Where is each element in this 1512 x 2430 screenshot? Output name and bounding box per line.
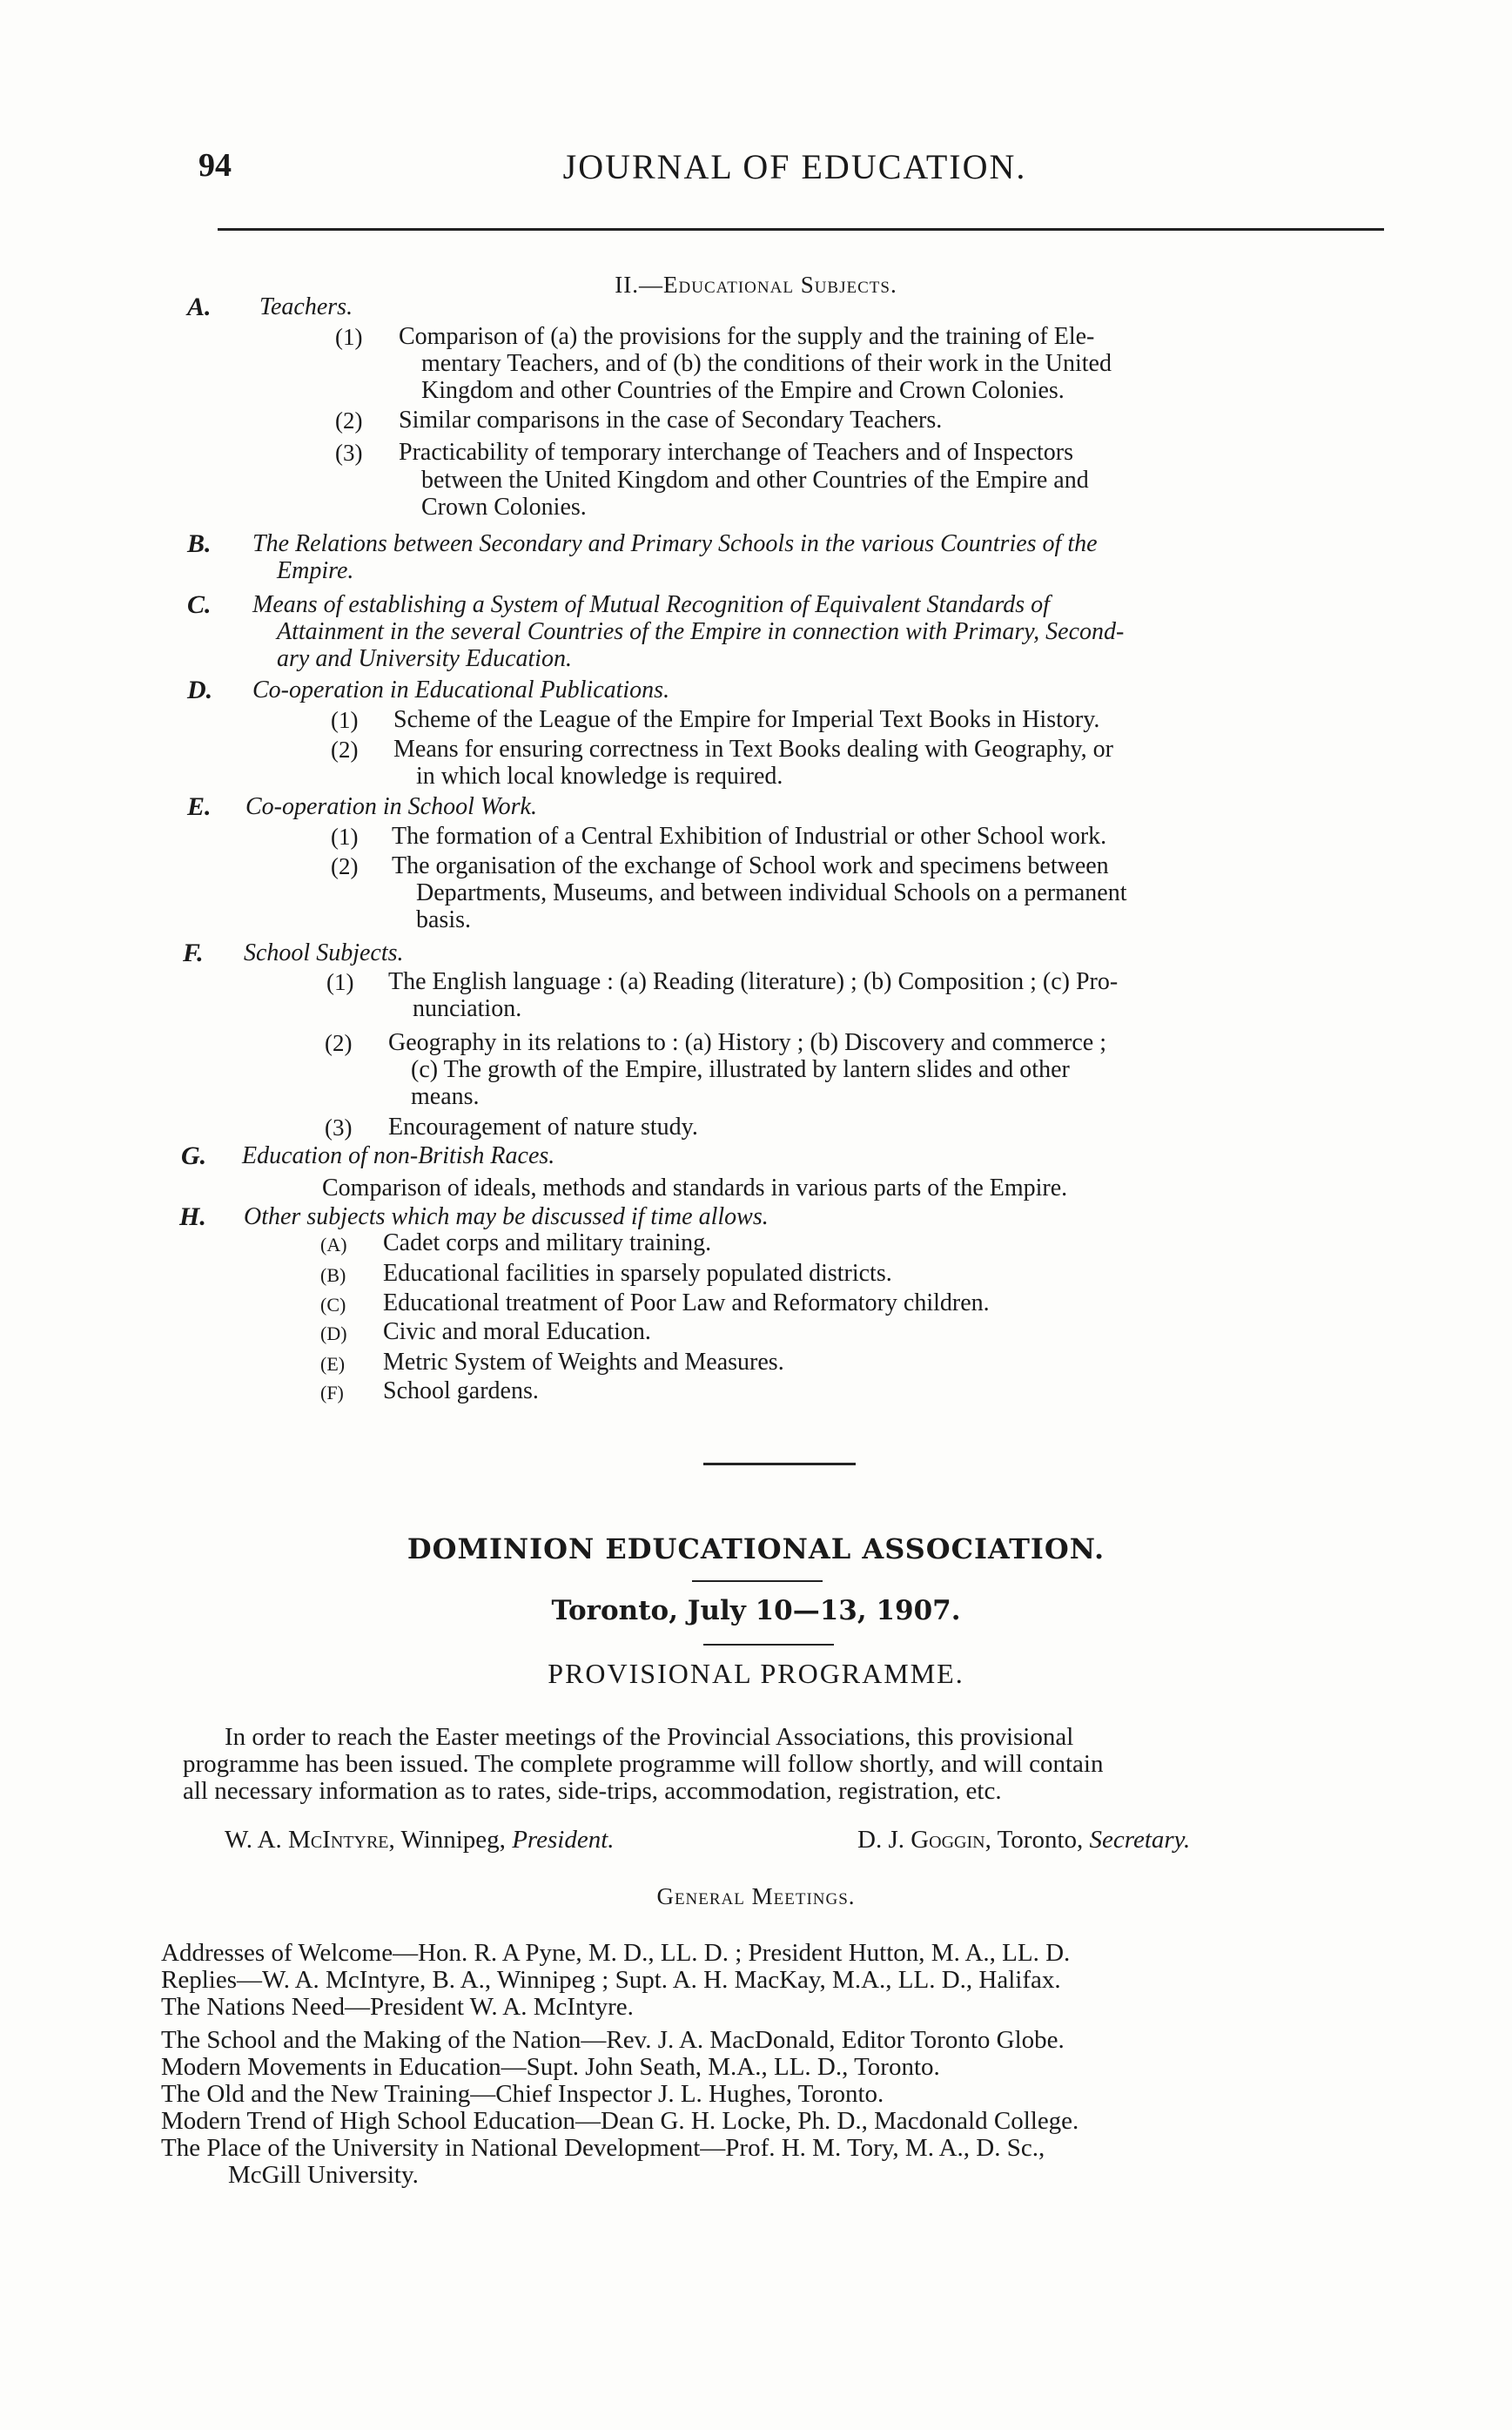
item-line: Practicability of temporary interchange of Teachers and of Inspectors [399, 439, 1073, 466]
programme-subtitle: PROVISIONAL PROGRAMME. [548, 1658, 964, 1689]
address-line: The Nations Need—President W. A. McIntyre. [161, 1993, 634, 2021]
president-role: President. [512, 1826, 615, 1854]
item-line: basis. [416, 906, 471, 933]
address-line: The Place of the University in National Development—Prof. H. M. Tory, M. A., D. Sc., [161, 2134, 1045, 2162]
address-line: Replies—W. A. McIntyre, B. A., Winnipeg ; Supt. A. H. MacKay, M.A., LL. D., Halifax. [161, 1966, 1061, 1994]
item-number: (1) [326, 969, 354, 995]
section-title-school-subjects: School Subjects. [244, 939, 404, 966]
item-line: Educational facilities in sparsely populated districts. [383, 1260, 892, 1287]
page-number: 94 [198, 147, 232, 184]
secretary-role: Secretary. [1089, 1826, 1191, 1854]
association-title: DOMINION EDUCATIONAL ASSOCIATION. [407, 1532, 1105, 1565]
section-letter-g: G. [181, 1141, 207, 1170]
item-line: Geography in its relations to : (a) History ; (b) Discovery and commerce ; [388, 1029, 1106, 1056]
title-rule [692, 1580, 823, 1582]
section-title-teachers: Teachers. [259, 293, 353, 320]
section-letter-e: E. [187, 792, 212, 821]
item-number: (1) [335, 324, 363, 350]
item-line: The formation of a Central Exhibition of Industrial or other School work. [392, 823, 1107, 850]
intro-line: In order to reach the Easter meetings of the Provincial Associations, this provisional [225, 1723, 1074, 1751]
section-title-school-work: Co-operation in School Work. [245, 793, 537, 820]
section-letter-b: B. [187, 529, 212, 558]
president-name: W. A. McIntyre, [225, 1826, 395, 1854]
item-line: Encouragement of nature study. [388, 1114, 698, 1141]
item-number: (A) [320, 1234, 347, 1255]
item-number: (1) [331, 824, 359, 850]
item-line: between the United Kingdom and other Countries of the Empire and [421, 467, 1089, 494]
item-line: The organisation of the exchange of School work and specimens between [392, 852, 1109, 879]
item-line: Cadet corps and military training. [383, 1229, 712, 1256]
item-line: Similar comparisons in the case of Secondary Teachers. [399, 407, 943, 434]
item-line: mentary Teachers, and of (b) the conditions of their work in the United [421, 350, 1112, 377]
general-meetings-heading: General Meetings. [656, 1883, 856, 1909]
item-line: means. [411, 1083, 480, 1110]
president-place: Winnipeg, [400, 1826, 506, 1854]
item-line: Kingdom and other Countries of the Empire and Crown Colonies. [421, 377, 1065, 404]
item-number: (C) [320, 1294, 346, 1316]
section-title-recognition: Means of establishing a System of Mutual Recognition of Equivalent Standards of [252, 591, 1050, 618]
item-number: (3) [335, 440, 363, 466]
section-title-publications: Co-operation in Educational Publications. [252, 676, 670, 703]
item-line: Crown Colonies. [421, 494, 587, 521]
address-line: The Old and the New Training—Chief Inspector J. L. Hughes, Toronto. [161, 2080, 884, 2108]
secretary-place: Toronto, [997, 1826, 1084, 1854]
address-line: McGill University. [228, 2161, 419, 2189]
educational-subjects-heading [0, 272, 1512, 299]
secretary-line [857, 1827, 1190, 1853]
intro-line: programme has been issued. The complete programme will follow shortly, and will contain [183, 1750, 1104, 1778]
item-line: Scheme of the League of the Empire for Imperial Text Books in History. [393, 706, 1100, 733]
item-line: The English language : (a) Reading (literature) ; (b) Composition ; (c) Pro- [388, 968, 1119, 995]
section-letter-h: H. [179, 1202, 206, 1231]
section-title-recognition-cont: Attainment in the several Countries of the Empire in connection with Primary, Second- [277, 618, 1125, 645]
address-line: The School and the Making of the Nation—Rev. J. A. MacDonald, Editor Toronto Globe. [161, 2026, 1065, 2054]
item-line: Comparison of (a) the provisions for the supply and the training of Ele- [399, 323, 1095, 350]
section-title-other-subjects: Other subjects which may be discussed if time allows. [244, 1203, 769, 1230]
meeting-date: Toronto, July 10—13, 1907. [551, 1595, 961, 1626]
item-number: (2) [331, 853, 359, 879]
item-line: nunciation. [413, 995, 522, 1022]
section-body: Comparison of ideals, methods and standards in various parts of the Empire. [322, 1175, 1068, 1202]
section-title-relations-cont: Empire. [277, 557, 354, 584]
header-rule [218, 228, 1384, 231]
item-line: Means for ensuring correctness in Text Books dealing with Geography, or [393, 736, 1113, 763]
president-line [225, 1827, 615, 1853]
item-number: (1) [331, 707, 359, 733]
section-title-relations: The Relations between Secondary and Primary Schools in the various Countries of the [252, 530, 1098, 557]
item-number: (D) [320, 1323, 347, 1344]
item-line: in which local knowledge is required. [416, 763, 783, 790]
section-letter-d: D. [187, 676, 213, 704]
item-number: (2) [331, 737, 359, 763]
item-line: Metric System of Weights and Measures. [383, 1349, 784, 1376]
date-rule [703, 1644, 834, 1646]
section-title-recognition-cont: ary and University Education. [277, 645, 573, 672]
item-line: Educational treatment of Poor Law and Reformatory children. [383, 1289, 990, 1316]
item-number: (B) [320, 1264, 346, 1286]
item-number: (3) [325, 1114, 353, 1141]
section-title-non-british: Education of non-British Races. [242, 1142, 555, 1169]
page-header [198, 146, 1391, 207]
section-letter-c: C. [187, 590, 212, 619]
section-letter-f: F. [183, 939, 204, 967]
item-number: (F) [320, 1382, 344, 1403]
item-number: (2) [335, 407, 363, 434]
item-number: (2) [325, 1030, 353, 1056]
journal-title: JOURNAL OF EDUCATION. [562, 147, 1027, 186]
address-line: Addresses of Welcome—Hon. R. A Pyne, M. D., LL. D. ; President Hutton, M. A., LL. D. [161, 1939, 1071, 1967]
intro-line: all necessary information as to rates, side-trips, accommodation, registration, etc. [183, 1777, 1002, 1805]
section-letter-a: A. [187, 293, 212, 321]
item-line: (c) The growth of the Empire, illustrated by lantern slides and other [411, 1056, 1070, 1083]
item-number: (E) [320, 1353, 346, 1375]
secretary-name: D. J. Goggin, [857, 1826, 991, 1854]
item-line: Departments, Museums, and between individual Schools on a permanent [416, 879, 1127, 906]
address-line: Modern Trend of High School Education—Dean G. H. Locke, Ph. D., Macdonald College. [161, 2107, 1079, 2135]
item-line: School gardens. [383, 1377, 539, 1404]
heading-prefix: II.— [615, 272, 664, 298]
heading-text: Educational Subjects. [663, 272, 897, 298]
address-line: Modern Movements in Education—Supt. John Seath, M.A., LL. D., Toronto. [161, 2053, 940, 2081]
section-divider [703, 1463, 856, 1465]
item-line: Civic and moral Education. [383, 1318, 651, 1345]
